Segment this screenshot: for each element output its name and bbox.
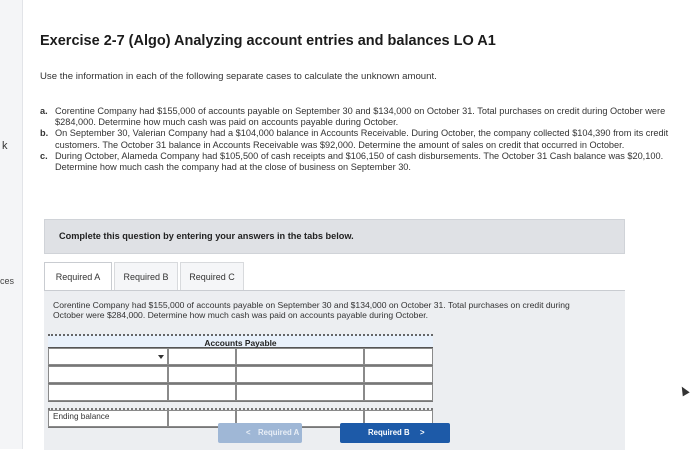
next-required-button[interactable] — [340, 423, 450, 443]
tab-required-b[interactable]: Required B — [114, 262, 178, 291]
case-list — [40, 106, 680, 173]
right-description-select[interactable] — [236, 348, 364, 365]
table-row — [48, 348, 433, 366]
t-account-table — [48, 348, 433, 428]
tab-required-a[interactable]: Required A — [44, 262, 112, 291]
right-description-select[interactable] — [236, 384, 364, 401]
right-description-select[interactable] — [236, 366, 364, 383]
right-amount-input[interactable] — [364, 384, 433, 401]
table-row — [48, 384, 433, 402]
tab-required-c[interactable]: Required C — [180, 262, 244, 291]
left-description-select[interactable] — [48, 348, 168, 365]
case-c — [40, 151, 680, 173]
chevron-left-icon: < — [246, 428, 251, 437]
case-text: Corentine Company had $155,000 of accounts payable on September 30 and $134,000 on October 31. Total purchases on credit during October were $284,000. Determine how much cash was paid on accounts payable during October. — [55, 106, 666, 128]
exercise-title: Exercise 2-7 (Algo) Analyzing account entries and balances LO A1 — [40, 33, 496, 49]
right-amount-input[interactable] — [364, 348, 433, 365]
case-b — [40, 128, 680, 150]
case-text: On September 30, Valerian Company had a $104,000 balance in Accounts Receivable. During October, the company collected $104,390 from its credit customers. The October 31 balance in Accounts Receivable was $92,000. Determine the amount of sales on credit that occurred in October. — [55, 128, 669, 150]
t-account-title: Accounts Payable — [204, 338, 277, 348]
case-a — [40, 106, 680, 128]
edge-text-ces: ces — [0, 276, 15, 286]
exercise-intro: Use the information in each of the following separate cases to calculate the unknown amount. — [40, 71, 437, 82]
case-label: b. — [40, 128, 49, 139]
chevron-down-icon — [158, 355, 164, 359]
prev-button-label: Required A — [258, 428, 300, 437]
next-button-label: Required B — [368, 428, 410, 437]
ending-balance-label: Ending balance — [53, 412, 110, 421]
case-text: During October, Alameda Company had $105,500 of cash receipts and $106,150 of cash disbursements. The October 31 Cash balance was $20,100. Determine how much cash the company had at the close of business on September 30. — [55, 150, 664, 173]
case-label: a. — [40, 106, 48, 116]
prev-required-button[interactable] — [218, 423, 302, 443]
tab-panel-required-a — [44, 290, 625, 450]
chevron-right-icon: > — [420, 428, 425, 437]
left-amount-input[interactable] — [168, 384, 236, 401]
left-amount-input[interactable] — [168, 348, 236, 365]
left-description-select[interactable] — [48, 384, 168, 401]
left-description-select[interactable] — [48, 366, 168, 383]
right-amount-input[interactable] — [364, 366, 433, 383]
left-amount-input[interactable] — [168, 366, 236, 383]
ending-balance-label-cell — [48, 410, 168, 427]
t-account-header — [48, 334, 433, 348]
edge-text-k: k — [2, 140, 8, 152]
panel-question: Corentine Company had $155,000 of accounts payable on September 30 and $134,000 on October 31. Total purchases on credit during October were $284,000. Determine how much cash was paid on accounts payable during October. — [53, 300, 570, 321]
left-edge-panel — [0, 0, 23, 449]
instruction-text: Complete this question by entering your answers in the tabs below. — [59, 231, 354, 241]
table-row — [48, 366, 433, 384]
instruction-bar — [44, 219, 625, 254]
case-label: c. — [40, 150, 48, 161]
mouse-cursor-icon — [678, 385, 689, 397]
